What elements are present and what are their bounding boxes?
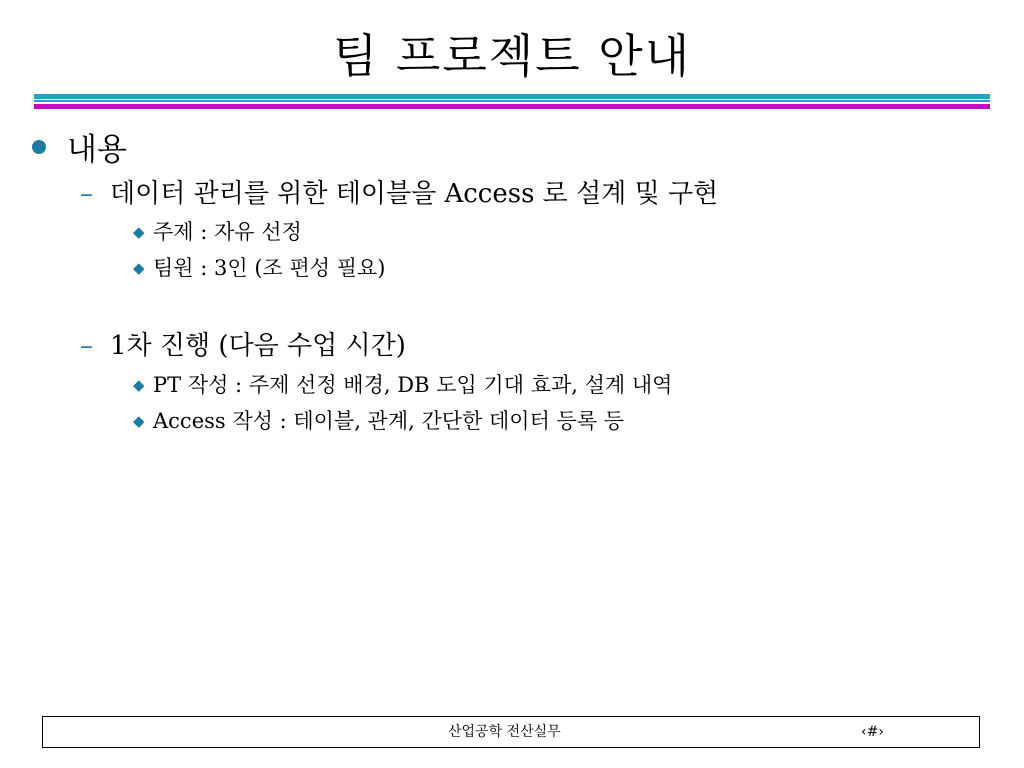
diamond-bullet-icon: ◆ <box>133 376 145 394</box>
dash-bullet-icon: – <box>80 331 93 361</box>
bullet-level2-item2 <box>80 328 406 364</box>
bullet-level3-item <box>133 406 624 436</box>
diamond-bullet-icon: ◆ <box>133 223 145 241</box>
bullet-level3-item <box>133 370 672 400</box>
footer-course-name: 산업공학 전산실무 <box>448 724 561 740</box>
title-divider-top <box>34 94 990 99</box>
bullet-level3-item <box>133 253 386 283</box>
bullet-level2-text: 1차 진행 (다음 수업 시간) <box>110 331 406 361</box>
bullet-level3-text: PT 작성 : 주제 선정 배경, DB 도입 기대 효과, 설계 내역 <box>153 373 673 397</box>
bullet-level2-item1 <box>80 176 718 212</box>
footer-box <box>42 716 980 748</box>
dash-bullet-icon: – <box>80 179 93 209</box>
bullet-level3-text: 팀원 : 3인 (조 편성 필요) <box>153 256 386 280</box>
bullet-level2-text: 데이터 관리를 위한 테이블을 Access 로 설계 및 구현 <box>110 179 719 209</box>
diamond-bullet-icon: ◆ <box>133 259 145 277</box>
title-divider-bottom <box>34 104 990 109</box>
bullet-level1-text: 내용 <box>67 132 127 168</box>
title-divider-middle <box>34 100 990 102</box>
bullet-level1 <box>32 128 127 172</box>
bullet-level3-text: Access 작성 : 테이블, 관계, 간단한 데이터 등록 등 <box>153 409 625 433</box>
slide-title: 팀 프로젝트 안내 <box>332 29 692 83</box>
bullet-level3-item <box>133 217 302 247</box>
diamond-bullet-icon: ◆ <box>133 412 145 430</box>
bullet-level3-text: 주제 : 자유 선정 <box>153 220 302 244</box>
footer-page-number: ‹#› <box>861 724 884 740</box>
circle-bullet-icon <box>32 140 46 154</box>
